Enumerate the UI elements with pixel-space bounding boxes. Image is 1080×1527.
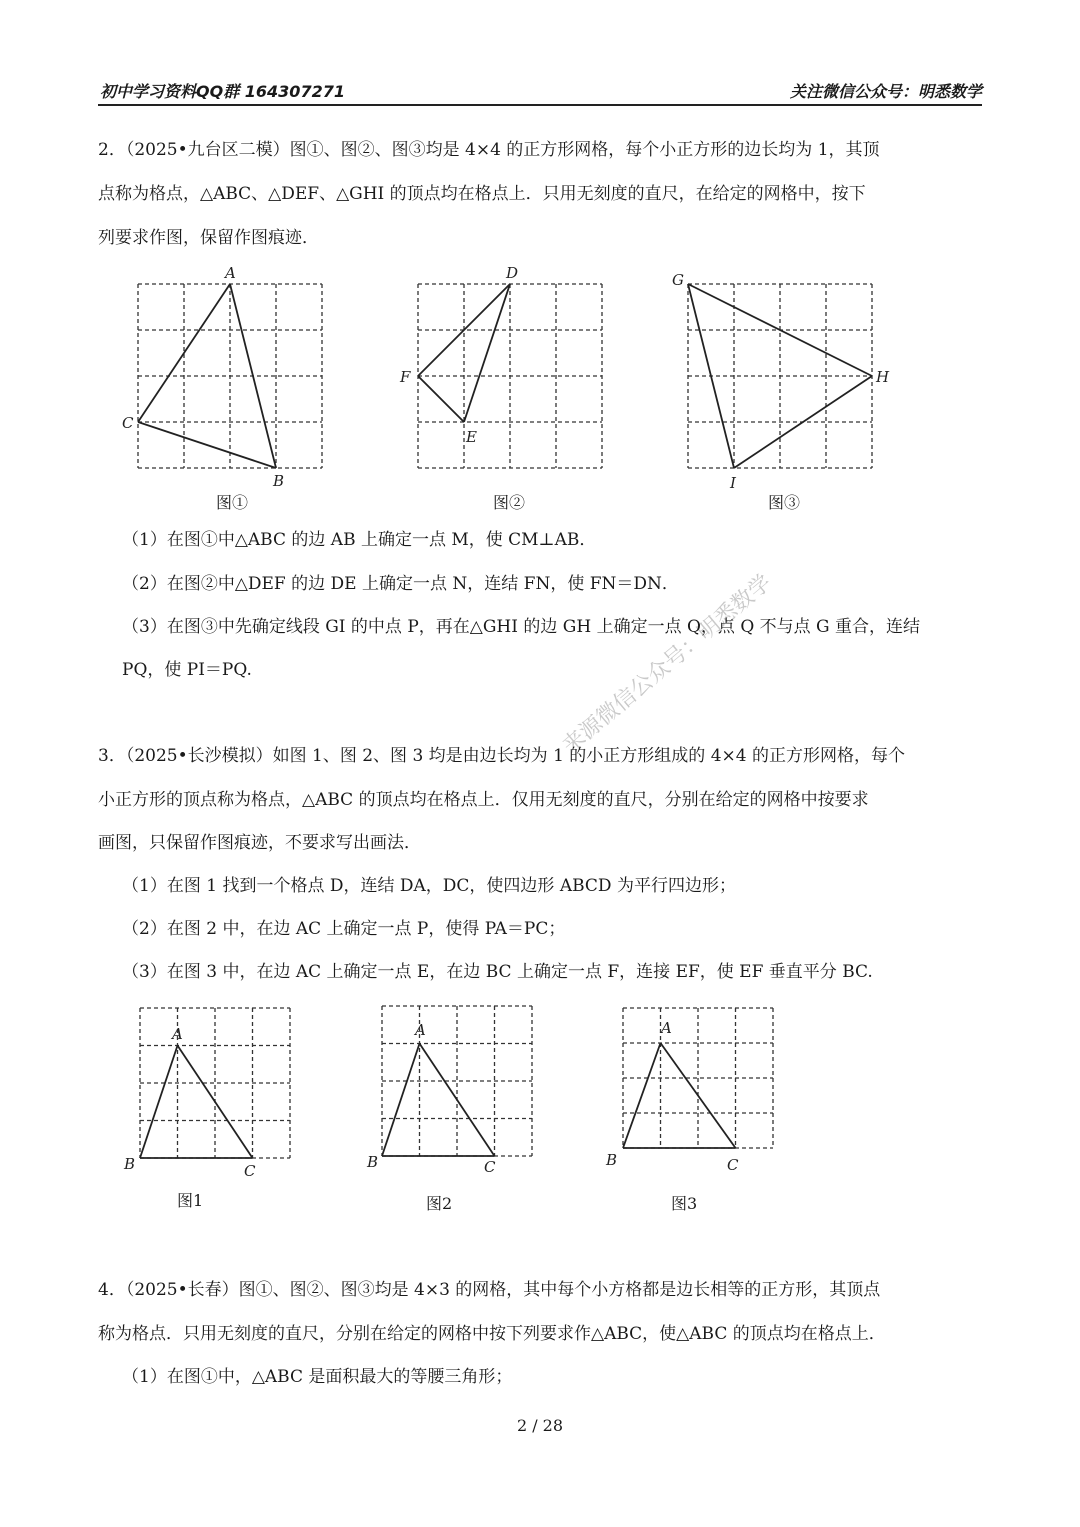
problem3-line-3: 画图，只保留作图痕迹，不要求写出画法． <box>98 833 421 853</box>
problem4-question-1: （1）在图①中，△ABC 是面积最大的等腰三角形； <box>122 1367 513 1387</box>
vertex-label-b: B <box>367 1153 379 1171</box>
vertex-label-d: D <box>506 264 519 282</box>
problem3-line-2: 小正方形的顶点称为格点，△ABC 的顶点均在格点上．仅用无刻度的直尺，分别在给定的网格中按要求 <box>98 790 869 810</box>
side-ef <box>418 376 464 422</box>
figure-p3-1 <box>120 998 310 1188</box>
vertex-label-c: C <box>122 414 134 432</box>
side-ca <box>138 284 230 422</box>
problem2-line-2: 点称为格点，△ABC、△DEF、△GHI 的顶点均在格点上．只用无刻度的直尺，在给定的网格中，按下 <box>98 184 866 204</box>
problem2-line-1: 2．（2025•九台区二模）图①、图②、图③均是 4×4 的正方形网格，每个小正方形的边长均为 1，其顶 <box>98 140 880 160</box>
figure-3-triangle-ghi <box>660 258 910 498</box>
problem3-question-2: （2）在图 2 中，在边 AC 上确定一点 P，使得 PA＝PC； <box>122 919 566 939</box>
side-ab <box>382 1044 420 1157</box>
figure-2-triangle-def <box>390 258 630 498</box>
problem2-question-3: （3）在图③中先确定线段 GI 的中点 P，再在△GHI 的边 GH 上确定一点 Q，点 Q 不与点 G 重合，连结 <box>122 617 921 637</box>
problem4-line-1: 4．（2025•长春）图①、图②、图③均是 4×3 的网格，其中每个小方格都是边长相等的正方形，其顶点 <box>98 1280 881 1300</box>
page-header <box>98 76 982 106</box>
vertex-label-c: C <box>244 1162 256 1180</box>
figure-p3-3 <box>603 998 793 1188</box>
watermark: 来源微信公众号：明悉数学 <box>558 570 777 759</box>
vertex-label-b: B <box>606 1151 618 1169</box>
vertex-label-a: A <box>225 264 236 282</box>
header-right-text: 关注微信公众号：明悉数学 <box>789 82 982 101</box>
side-ab <box>623 1043 661 1148</box>
header-left-text: 初中学习资料QQ群 164307271 <box>100 82 345 101</box>
vertex-label-a: A <box>661 1019 672 1037</box>
figure-p3-2 <box>362 996 552 1186</box>
side-bc <box>138 422 276 468</box>
figure-p3-3-caption: 图3 <box>671 1194 698 1213</box>
grid-4x4 <box>418 284 602 468</box>
page-number: 2 / 28 <box>516 1416 564 1435</box>
problem3-line-1: 3．（2025•长沙模拟）如图 1、图 2、图 3 均是由边长均为 1 的小正方形组成的 4×4 的正方形网格，每个 <box>98 746 905 766</box>
problem4-line-2: 称为格点．只用无刻度的直尺，分别在给定的网格中按下列要求作△ABC，使△ABC 的顶点均在格点上． <box>98 1324 886 1344</box>
figure-3-caption: 图③ <box>768 493 801 512</box>
vertex-label-f: F <box>400 368 411 386</box>
problem2-question-3-cont: PQ，使 PI＝PQ. <box>122 660 252 680</box>
vertex-label-c: C <box>484 1158 496 1176</box>
problem2-question-2: （2）在图②中△DEF 的边 DE 上确定一点 N，连结 FN，使 FN＝DN． <box>122 574 679 594</box>
grid-4x4 <box>688 284 872 468</box>
figure-1-triangle-abc <box>110 258 350 498</box>
figure-2-caption: 图② <box>493 493 526 512</box>
grid-4x4 <box>382 1006 532 1156</box>
figure-p3-2-caption: 图2 <box>426 1194 453 1213</box>
problem3-question-3: （3）在图 3 中，在边 AC 上确定一点 E，在边 BC 上确定一点 F，连接 EF，使 EF 垂直平分 BC. <box>122 962 873 982</box>
figure-1-caption: 图① <box>216 493 249 512</box>
vertex-label-e: E <box>466 428 477 446</box>
grid-4x4 <box>140 1008 290 1158</box>
vertex-label-g: G <box>672 271 684 289</box>
side-ab <box>140 1046 178 1159</box>
vertex-label-c: C <box>727 1156 739 1174</box>
vertex-label-a: A <box>415 1021 426 1039</box>
vertex-label-h: H <box>876 368 890 386</box>
grid-4x4 <box>623 1008 773 1148</box>
side-ig <box>688 284 734 468</box>
vertex-label-b: B <box>273 472 285 490</box>
figure-p3-1-caption: 图1 <box>177 1191 204 1210</box>
problem3-question-1: （1）在图 1 找到一个格点 D，连结 DA，DC，使四边形 ABCD 为平行四边形； <box>122 876 736 896</box>
vertex-label-b: B <box>124 1155 136 1173</box>
side-de <box>464 284 510 422</box>
problem2-question-1: （1）在图①中△ABC 的边 AB 上确定一点 M，使 CM⊥AB． <box>122 530 597 550</box>
grid-4x4 <box>138 284 322 468</box>
problem2-line-3: 列要求作图，保留作图痕迹． <box>98 228 319 248</box>
vertex-label-i: I <box>730 474 736 492</box>
vertex-label-a: A <box>172 1025 183 1043</box>
